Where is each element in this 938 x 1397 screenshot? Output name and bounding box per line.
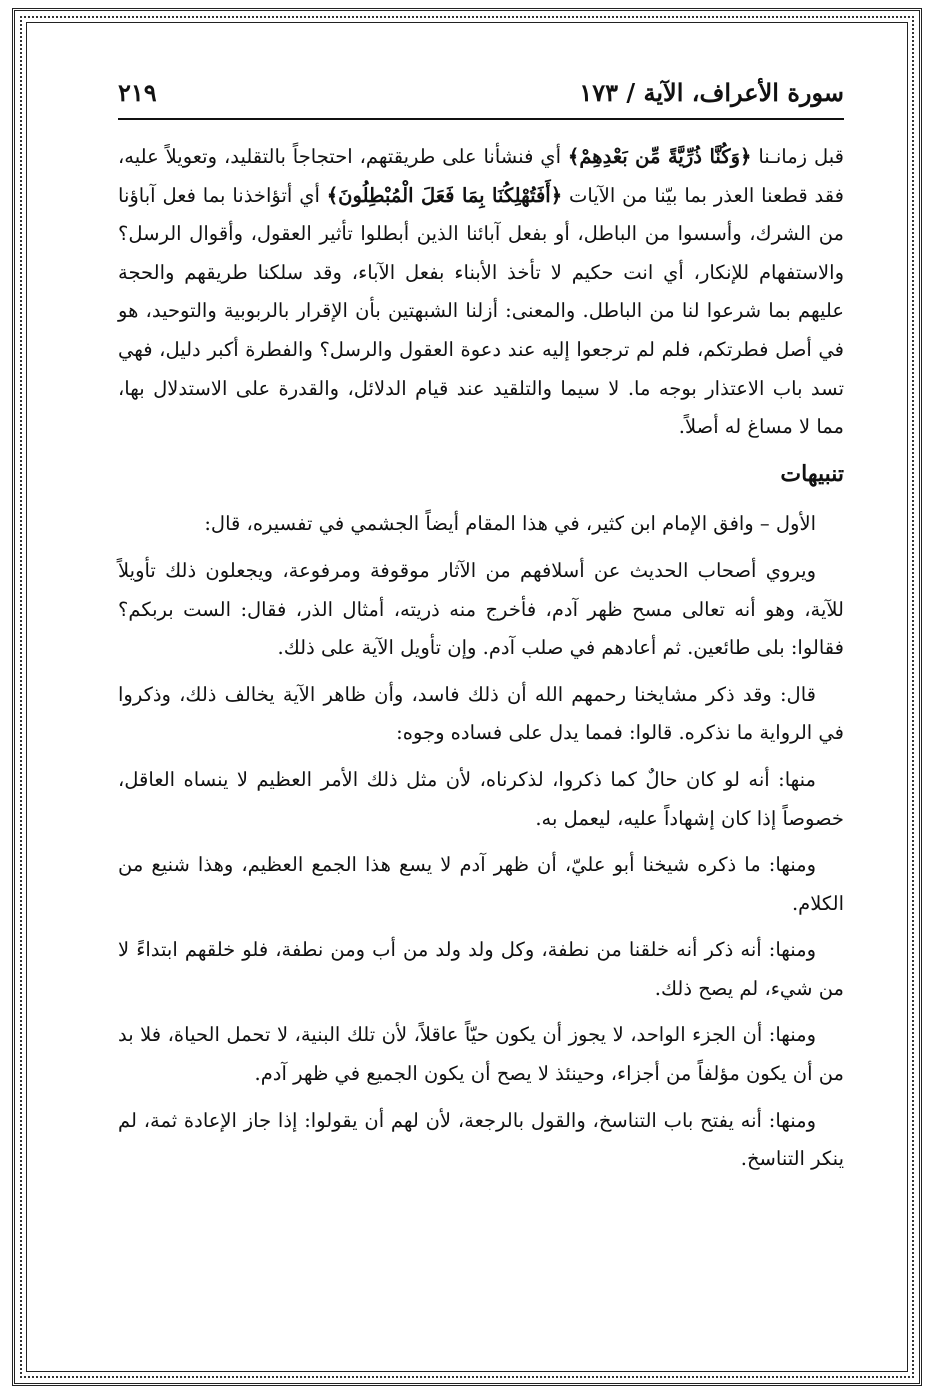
- text-segment: أي أتؤاخذنا بما فعل آباؤنا من الشرك، وأسسوا من الباطل، أو بفعل آبائنا الذين أبطلوا تأثير العقول، وأقوال الرسل؟ والاستفهام للإنكار، أي انت حكيم لا تأخذ الأبناء بفعل الآباء، وقد سلكنا طريقهم والحجة عليهم بما شرعوا لنا من الباطل. والمعنى: أزلنا الشبهتين بأن الإقرار بالربوبية والتوحيد، هو في أصل فطرتكم، فلم لم ترجعوا إليه عند دعوة العقول والرسل؟ والفطرة أكبر دليل، فهي تسد باب الاعتذار بوجه ما. لا سيما والتلقيد عند قيام الدلائل، والقدرة على الاستدلال بها، مما لا مساغ له أصلاً.: [118, 183, 844, 439]
- paragraph-3: قال: وقد ذكر مشايخنا رحمهم الله أن ذلك فاسد، وأن ظاهر الآية يخالف ذلك، وذكروا في الرواية ما نذكره. قالوا: فمما يدل على فساده وجوه:: [118, 682, 844, 745]
- quran-quote: ﴿أَفَتُهْلِكُنَا بِمَا فَعَلَ الْمُبْطِلُونَ﴾: [326, 183, 563, 207]
- paragraph-1: الأول – وافق الإمام ابن كثير، في هذا المقام أيضاً الجشمي في تفسيره، قال:: [204, 512, 816, 536]
- paragraph-8: ومنها: أنه يفتح باب التناسخ، والقول بالرجعة، لأن لهم أن يقولوا: إذا جاز الإعادة ثمة، لم ينكر التناسخ.: [118, 1108, 844, 1171]
- paragraph-7: ومنها: أن الجزء الواحد، لا يجوز أن يكون حيّاً عاقلاً، لأن تلك البنية، لا تحمل الحياة، فلا بد من أن يكون مؤلفاً من أجزاء، وحينئذ لا يصح أن يكون الجميع في ظهر آدم.: [118, 1023, 844, 1086]
- text-segment: قبل زمانـنا: [751, 145, 844, 168]
- page-header: [118, 76, 844, 120]
- paragraph-6: ومنها: أنه ذكر أنه خلقنا من نطفة، وكل ولد ولد من أب ومن نطفة، فلو خلقهم ابتداءً لا من شيء، لم يصح ذلك.: [118, 938, 844, 1000]
- section-heading: تنبيهات: [780, 460, 844, 487]
- page-body: [118, 138, 844, 1187]
- page-number: ٢١٩: [118, 78, 157, 107]
- quran-quote: ﴿وَكُنَّا ذُرِّيَّةً مِّن بَعْدِهِمْ﴾: [567, 145, 752, 168]
- paragraph-5: ومنها: ما ذكره شيخنا أبو عليّ، أن ظهر آدم لا يسع هذا الجمع العظيم، وهذا شنيع من الكلام.: [118, 853, 844, 915]
- paragraph-continued: [118, 138, 844, 447]
- text-segment: أي فنشأنا على طريقتهم، احتجاجاً بالتقليد، وتعويلاً عليه، فقد قطعنا العذر بما بيّنا من الآيات: [118, 145, 844, 207]
- running-title: سورة الأعراف، الآية / ١٧٣: [579, 78, 844, 107]
- paragraph-4: منها: أنه لو كان حالٌ كما ذكروا، لذكرناه، لأن مثل ذلك الأمر العظيم لا ينساه العاقل، خصوصاً إذا كان إشهاداً عليه، ليعمل به.: [118, 767, 844, 830]
- paragraph-2: ويروي أصحاب الحديث عن أسلافهم من الآثار موقوفة ومرفوعة، ويجعلون ذلك تأويلاً للآية، وهو أنه تعالى مسح ظهر آدم، فأخرج منه ذريته، أمثال الذر، فقال: الست بربكم؟ فقالوا: بلى طائعين. ثم أعادهم في صلب آدم. وإن تأويل الآية على ذلك.: [118, 558, 844, 660]
